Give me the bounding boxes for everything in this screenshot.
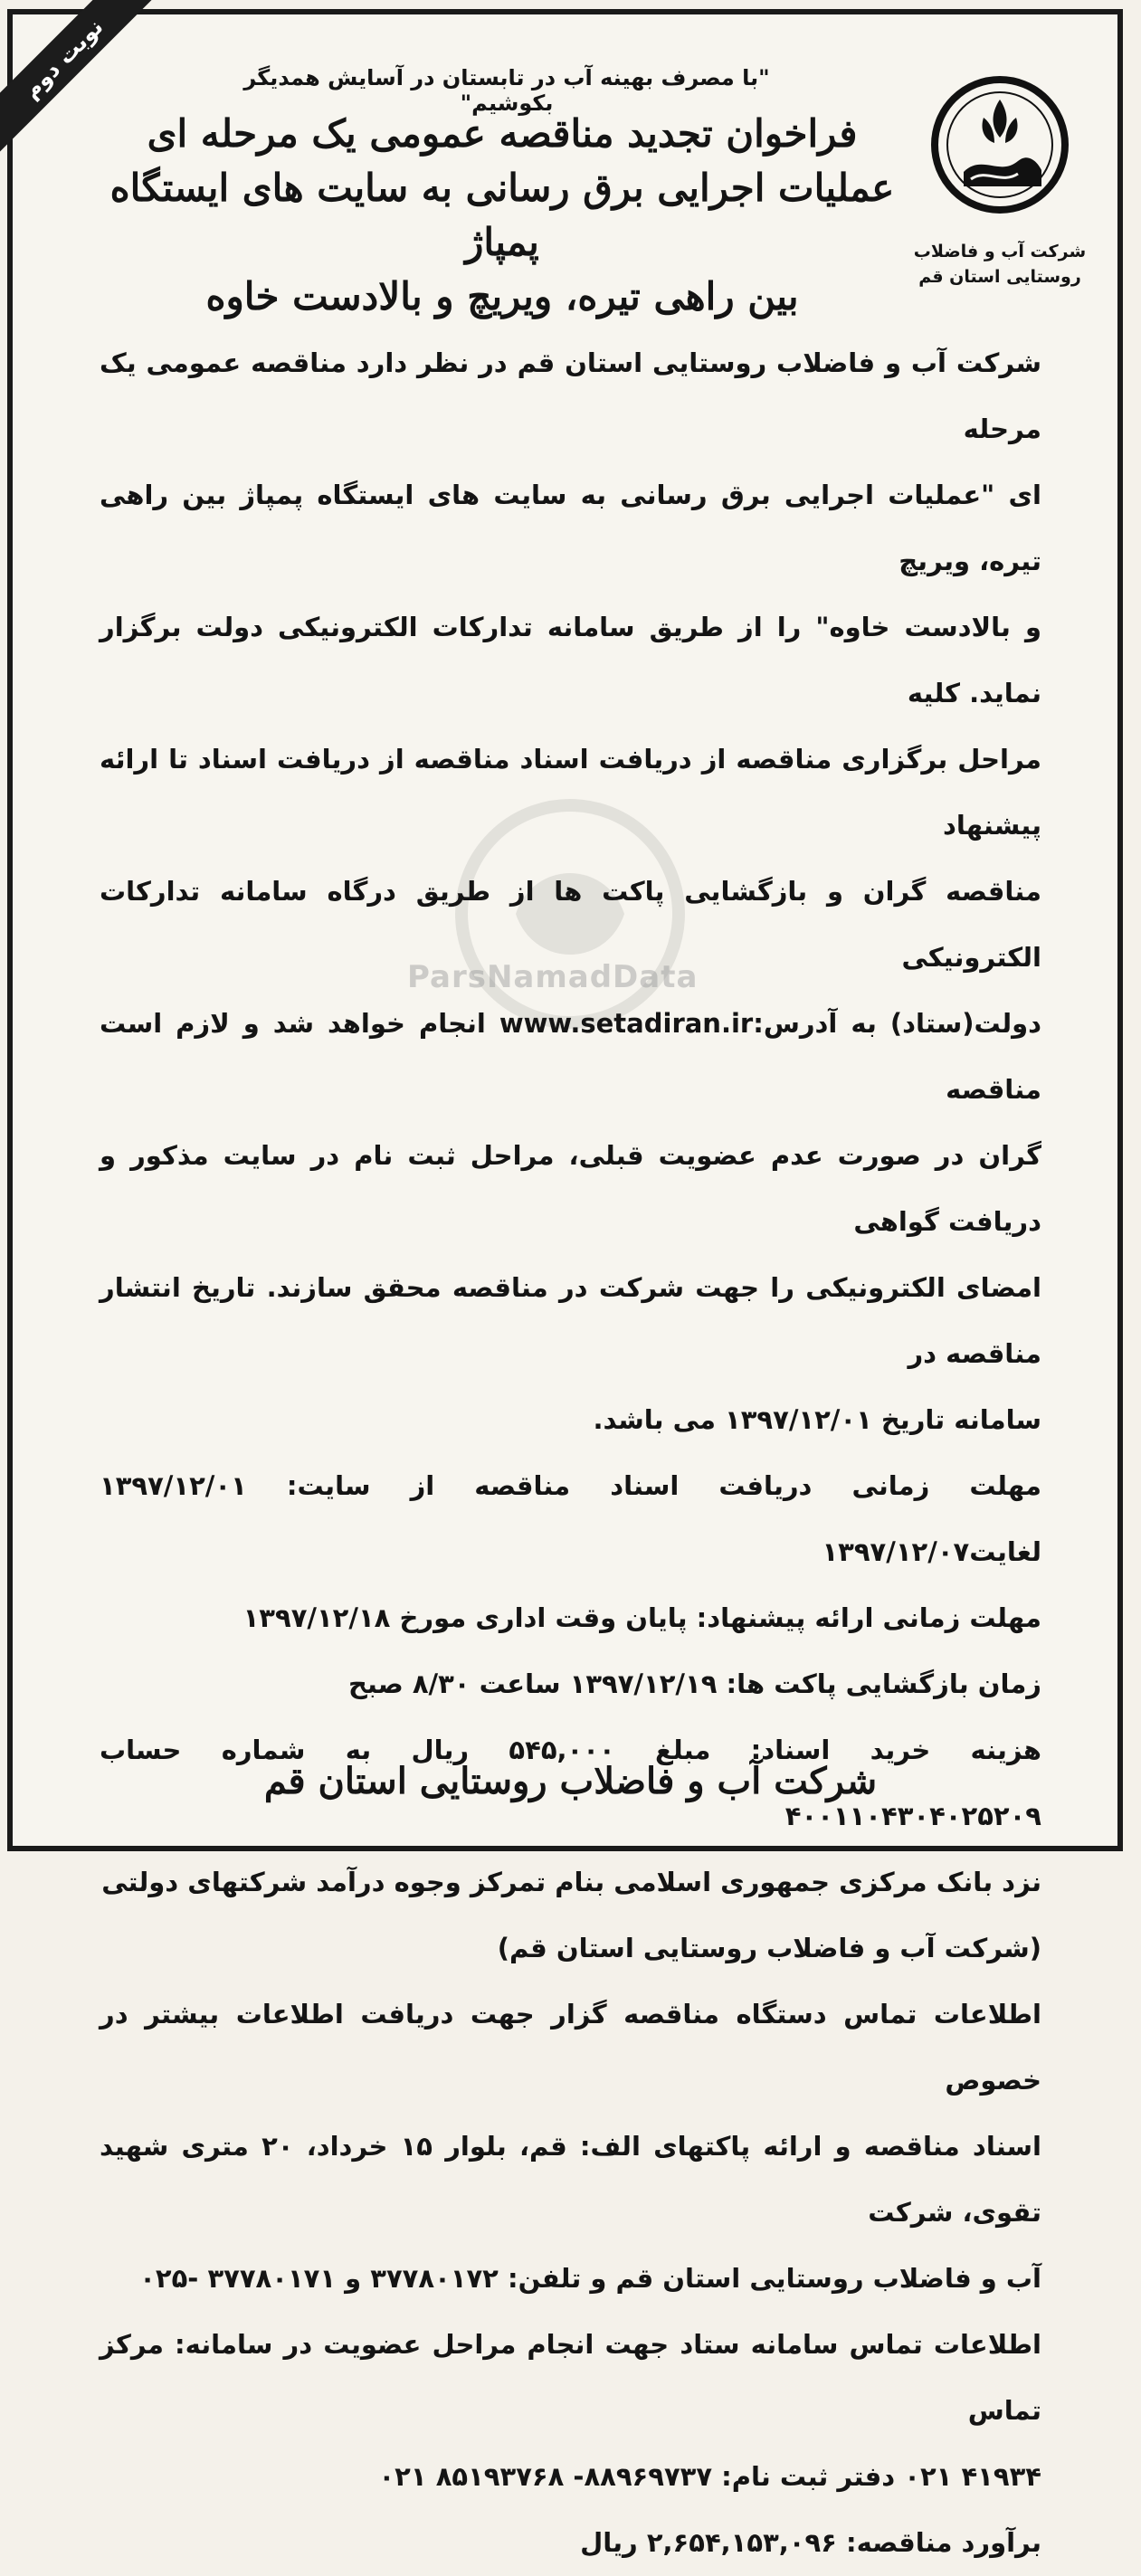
body-line: سامانه تاریخ ۱۳۹۷/۱۲/۰۱ می باشد. (593, 1404, 1041, 1435)
body-line: و بالادست خاوه" را از طریق سامانه تدارکات الکترونیکی دولت برگزار نماید. کلیه (100, 612, 1041, 708)
body-line: مناقصه گران و بازگشایی پاکت ها از طریق درگاه سامانه تدارکات الکترونیکی (100, 876, 1041, 973)
body-line: ای "عملیات اجرایی برق رسانی به سایت های ایستگاه پمپاژ بین راهی تیره، ویریچ (100, 480, 1041, 576)
body-line: اسناد مناقصه و ارائه پاکتهای الف: قم، بلوار ۱۵ خرداد، ۲۰ متری شهید تقوی، شرکت (100, 2131, 1042, 2228)
body-line: مراحل برگزاری مناقصه از دریافت اسناد مناقصه از دریافت اسناد تا ارائه پیشنهاد (100, 744, 1041, 841)
purchase-cost (100, 1717, 1041, 1982)
body-line: نزد بانک مرکزی جمهوری اسلامی بنام تمرکز وجوه درآمد شرکتهای دولتی (101, 1867, 1041, 1897)
logo-caption (909, 239, 1090, 290)
notice-title (81, 107, 923, 324)
contact-info (100, 1982, 1041, 2312)
body-line: گران در صورت عدم عضویت قبلی، مراحل ثبت نام در سایت مذکور و دریافت گواهی (100, 1140, 1041, 1237)
opening-time: زمان بازگشایی پاکت ها: ۱۳۹۷/۱۲/۱۹ ساعت ۸/۳۰ صبح (347, 1668, 1041, 1699)
body-line: آب و فاضلاب روستایی استان قم و تلفن: ۳۷۷۸۰۱۷۲ و ۳۷۷۸۰۱۷۱ -۰۲۵ (139, 2263, 1041, 2294)
company-logo-block (909, 63, 1090, 290)
title-line: عملیات اجرایی برق رسانی به سایت های ایستگاه پمپاژ (109, 166, 895, 264)
body-line: (شرکت آب و فاضلاب روستایی استان قم) (497, 1933, 1041, 1963)
body-line: اطلاعات تماس سامانه ستاد جهت انجام مراحل عضویت در سامانه: مرکز تماس (100, 2329, 1041, 2426)
doc-deadline: مهلت زمانی دریافت اسناد مناقصه از سایت: ۱۳۹۷/۱۲/۰۱ لغایت۱۳۹۷/۱۲/۰۷ (100, 1470, 1041, 1567)
company-logo-icon (927, 63, 1072, 235)
body-line: ۴۱۹۳۴ ۰۲۱ دفتر ثبت نام: ۸۸۹۶۹۷۳۷- ۸۵۱۹۳۷۶۸ ۰۲۱ (378, 2461, 1041, 2492)
logo-caption-line: روستایی استان قم (918, 267, 1081, 287)
body-line: دولت(ستاد) به آدرس:www.setadiran.ir انجام خواهد شد و لازم است مناقصه (100, 1008, 1041, 1105)
watermark-text: ParsNamadData (407, 959, 699, 995)
title-line: بین راهی تیره، ویریچ و بالادست خاوه (205, 274, 799, 318)
intro-paragraph (100, 330, 1041, 1453)
offer-deadline: مهلت زمانی ارائه پیشنهاد: پایان وقت اداری مورخ ۱۳۹۷/۱۲/۱۸ (242, 1602, 1041, 1633)
body-line: امضای الکترونیکی را جهت شرکت در مناقصه محقق سازند. تاریخ انتشار مناقصه در (100, 1272, 1041, 1369)
estimate: برآورد مناقصه: ۲,۶۵۴,۱۵۳,۰۹۶ ریال (580, 2527, 1041, 2558)
notice-body (100, 330, 1041, 2576)
setad-contact (100, 2312, 1041, 2510)
logo-caption-line: شرکت آب و فاضلاب (913, 242, 1087, 261)
slogan: "با مصرف بهینه آب در تابستان در آسایش همدیگر بکوشیم" (243, 65, 770, 116)
title-line: فراخوان تجدید مناقصه عمومی یک مرحله ای (147, 111, 858, 156)
body-line: هزینه خرید اسناد: مبلغ ۵۴۵,۰۰۰ ریال به شماره حساب ۴۰۰۱۱۰۴۳۰۴۰۲۵۲۰۹ (100, 1735, 1041, 1831)
body-line: شرکت آب و فاضلاب روستایی استان قم در نظر دارد مناقصه عمومی یک مرحله (100, 347, 1041, 444)
body-line: اطلاعات تماس دستگاه مناقصه گزار جهت دریافت اطلاعات بیشتر در خصوص (100, 1999, 1041, 2096)
footer-company: شرکت آب و فاضلاب روستایی استان قم (263, 1760, 878, 1802)
round-ribbon: نوبت دوم (0, 0, 172, 169)
